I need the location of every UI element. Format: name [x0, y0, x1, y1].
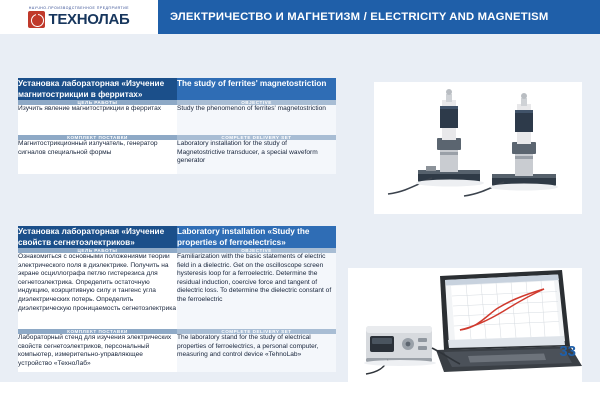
spec-table: [18, 78, 336, 174]
logo-subtitle: НАУЧНО-ПРОИЗВОДСТВЕННОЕ ПРЕДПРИЯТИЕ: [28, 6, 130, 10]
block-title-ru: Установка лабораторная «Изучение свойств сегнетоэлектриков»: [18, 226, 177, 248]
block-title-en: The study of ferrites' magnetostriction: [177, 78, 336, 100]
table-row: [18, 226, 336, 248]
bar-delivery-en: COMPLETE DELIVERY SET: [177, 329, 336, 334]
photo-ferroelectrics-svg: [348, 268, 582, 388]
section-ferroelectrics: [18, 226, 336, 372]
table-row: [18, 253, 336, 329]
logo-main: [28, 11, 129, 28]
footer-strip: [0, 382, 600, 400]
table-row: [18, 78, 336, 100]
bar-delivery-ru: КОМПЛЕКТ ПОСТАВКИ: [18, 329, 177, 334]
delivery-text-en: Laboratory installation for the study of Magnetostrictive transducer, a special waveform generator: [177, 140, 336, 174]
section-magnetostriction: [18, 78, 336, 174]
bar-delivery-ru: КОМПЛЕКТ ПОСТАВКИ: [18, 135, 177, 140]
table-row: [18, 334, 336, 372]
page-body: [0, 34, 600, 382]
block-title-en: Laboratory installation «Study the properties of ferroelectrics»: [177, 226, 336, 248]
photo-magnetostriction-svg: [374, 82, 582, 214]
table-row: [18, 105, 336, 135]
objective-text-en: Study the phenomenon of ferrites' magnetostriction: [177, 105, 336, 135]
objective-text-ru: Изучить явление магнитострикции в ферритах: [18, 105, 177, 135]
photo-magnetostriction-setup: [374, 82, 582, 214]
bar-delivery-en: COMPLETE DELIVERY SET: [177, 135, 336, 140]
bar-objective-en: OBJECTIVE: [177, 100, 336, 105]
objective-text-en: Familiarization with the basic statements of electric field in a dielectric. Get on the oscilloscope screen hysteresis loop for a ferroelectric. Determine the residual induction, coercive force and tangent of dielectric loss. To determine the dielectric constant of the ferroelectric: [177, 253, 336, 329]
delivery-text-ru: Магнитострикционный излучатель, генератор сигналов специальной формы: [18, 140, 177, 174]
page-number: 33: [559, 343, 576, 360]
delivery-text-ru: Лабораторный стенд для изучения электрических свойств сегнетоэлектриков, персональный компьютер, измерительно-управляющее устройство «ТехноЛаб»: [18, 334, 177, 372]
logo-wordmark: ТЕХНОЛАБ: [48, 11, 130, 28]
bar-objective-ru: ЦЕЛЬ РАБОТЫ: [18, 100, 177, 105]
content-area: [18, 78, 582, 408]
page-header: [0, 0, 600, 34]
bar-objective-en: OBJECTIVE: [177, 248, 336, 253]
table-row: [18, 140, 336, 174]
logo: [0, 0, 158, 34]
logo-mark-icon: [28, 11, 45, 28]
photo-ferroelectrics-setup: [348, 268, 582, 388]
spec-table: [18, 226, 336, 372]
delivery-text-en: The laboratory stand for the study of electrical properties of ferroelectrics, a personal computer, measuring and control device «TehnoLab»: [177, 334, 336, 372]
block-title-ru: Установка лабораторная «Изучение магнитострикции в ферритах»: [18, 78, 177, 100]
page-title: ЭЛЕКТРИЧЕСТВО И МАГНЕТИЗМ / ELECTRICITY AND MAGNETISM: [170, 11, 549, 23]
objective-text-ru: Ознакомиться с основными положениями теории электрического поля в диэлектрике. Получить на экране осциллографа петлю гистерезиса для сегнетоэлектрика. Определить остаточную индукцию, коэрцитивную силу и тангенс угла диэлектрических потерь. Определить диэлектрическую проницаемость сегнетоэлектрика: [18, 253, 177, 329]
bar-objective-ru: ЦЕЛЬ РАБОТЫ: [18, 248, 177, 253]
